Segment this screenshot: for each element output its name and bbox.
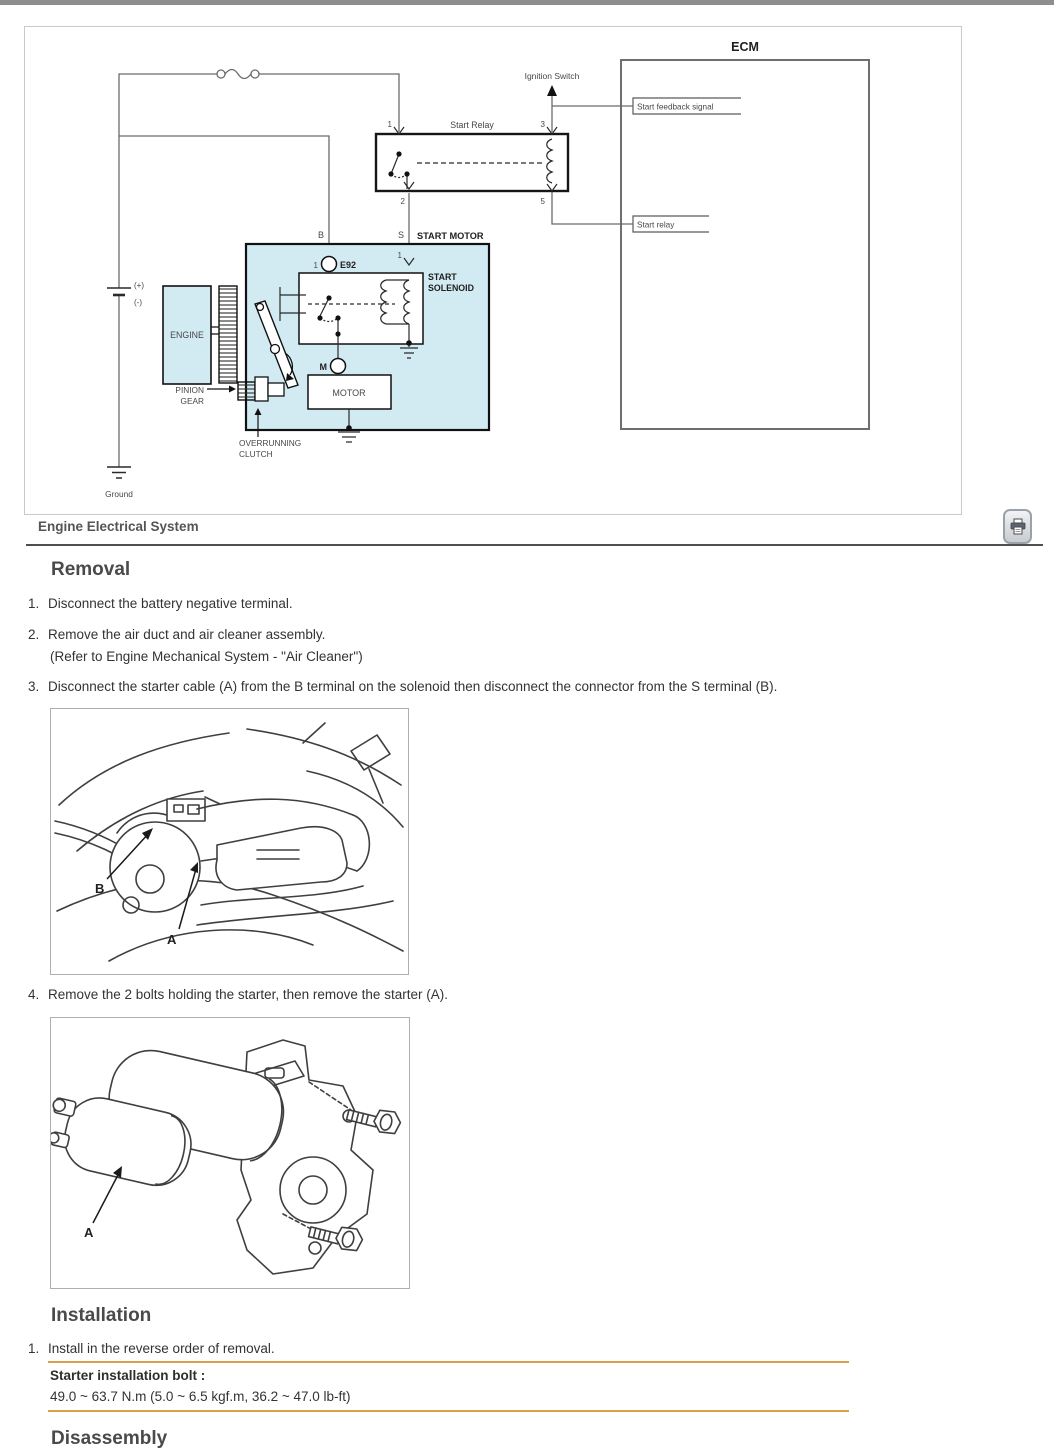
removal-step-3 bbox=[28, 679, 1023, 694]
step-number: 2. bbox=[28, 627, 40, 642]
spec-title: Starter installation bolt : bbox=[50, 1368, 206, 1383]
svg-text:GEAR: GEAR bbox=[180, 396, 204, 406]
installation-step-1 bbox=[28, 1341, 1023, 1356]
start-relay-box bbox=[376, 120, 568, 206]
svg-text:CLUTCH: CLUTCH bbox=[239, 449, 273, 459]
removal-heading: Removal bbox=[51, 559, 131, 580]
svg-text:B: B bbox=[317, 230, 325, 240]
svg-text:SOLENOID: SOLENOID bbox=[428, 283, 474, 293]
section-bar-title: Engine Electrical System bbox=[38, 519, 199, 534]
starter-cable-illustration bbox=[51, 709, 408, 974]
step-text: Remove the 2 bolts holding the starter, then remove the starter (A). bbox=[48, 987, 448, 1002]
svg-text:PINION: PINION bbox=[175, 385, 204, 395]
figure-starter-cable bbox=[50, 708, 409, 975]
top-border-band bbox=[0, 0, 1054, 5]
torque-spec-block bbox=[48, 1361, 849, 1412]
ground-icon bbox=[105, 467, 133, 499]
svg-text:1: 1 bbox=[387, 120, 392, 129]
fuse-icon bbox=[251, 70, 259, 78]
step-number: 1. bbox=[28, 1341, 40, 1356]
removal-step-1 bbox=[28, 596, 1023, 611]
svg-text:5: 5 bbox=[540, 197, 545, 206]
section-divider bbox=[26, 544, 1043, 546]
step-number: 1. bbox=[28, 596, 40, 611]
pinion-gear-icon bbox=[238, 382, 255, 400]
svg-text:M: M bbox=[319, 362, 327, 372]
e92-connector-icon bbox=[322, 257, 337, 272]
svg-text:1: 1 bbox=[397, 251, 402, 260]
svg-text:ECM: ECM bbox=[731, 40, 759, 54]
svg-text:ENGINE: ENGINE bbox=[170, 330, 204, 340]
starter-removal-illustration bbox=[51, 1018, 409, 1288]
removal-step-2-note: (Refer to Engine Mechanical System - "Air Cleaner") bbox=[50, 649, 363, 664]
callout-b-label: B bbox=[95, 881, 105, 896]
svg-text:1: 1 bbox=[313, 261, 318, 270]
svg-text:Start feedback signal: Start feedback signal bbox=[637, 102, 714, 112]
start-motor-box bbox=[246, 230, 489, 442]
svg-text:3: 3 bbox=[540, 120, 545, 129]
step-number: 3. bbox=[28, 679, 40, 694]
installation-heading: Installation bbox=[51, 1305, 152, 1326]
step-text: Disconnect the battery negative terminal. bbox=[48, 596, 293, 611]
svg-text:S: S bbox=[397, 230, 405, 240]
ecm-box bbox=[621, 40, 869, 429]
printer-icon bbox=[1009, 518, 1027, 536]
starter-circuit-diagram bbox=[24, 26, 962, 515]
svg-text:OVERRUNNING: OVERRUNNING bbox=[239, 438, 302, 448]
disassembly-heading: Disassembly bbox=[51, 1428, 168, 1449]
step-text: Disconnect the starter cable (A) from the B terminal on the solenoid then disconnect the connector from the S terminal (B). bbox=[48, 679, 778, 694]
svg-text:Ignition Switch: Ignition Switch bbox=[524, 71, 580, 81]
ring-gear-icon bbox=[219, 286, 237, 383]
ignition-switch-arrow-icon bbox=[525, 71, 580, 96]
svg-text:Start Relay: Start Relay bbox=[450, 120, 494, 130]
circuit-svg bbox=[25, 27, 961, 514]
m-terminal-icon bbox=[331, 359, 346, 374]
svg-text:2: 2 bbox=[400, 197, 405, 206]
figure-callouts bbox=[84, 1166, 122, 1240]
battery-icon bbox=[107, 281, 144, 307]
spec-value: 49.0 ~ 63.7 N.m (5.0 ~ 6.5 kgf.m, 36.2 ~ 47.0 lb-ft) bbox=[50, 1389, 351, 1404]
callout-a-label: A bbox=[84, 1225, 94, 1240]
svg-text:START: START bbox=[428, 272, 457, 282]
svg-text:(+): (+) bbox=[134, 281, 144, 290]
svg-text:MOTOR: MOTOR bbox=[332, 388, 366, 398]
step-number: 4. bbox=[28, 987, 40, 1002]
print-button[interactable] bbox=[1003, 509, 1032, 544]
figure-starter-removal bbox=[50, 1017, 410, 1289]
svg-text:START MOTOR: START MOTOR bbox=[417, 231, 484, 241]
fuse-icon bbox=[217, 70, 225, 78]
step-text: Install in the reverse order of removal. bbox=[48, 1341, 275, 1356]
removal-step-2 bbox=[28, 627, 1023, 642]
step-text: Remove the air duct and air cleaner assembly. bbox=[48, 627, 326, 642]
removal-step-4 bbox=[28, 987, 1023, 1002]
svg-text:Ground: Ground bbox=[105, 489, 133, 499]
svg-text:(-): (-) bbox=[134, 298, 142, 307]
svg-text:Start relay: Start relay bbox=[637, 220, 675, 230]
callout-a-label: A bbox=[167, 932, 177, 947]
svg-text:E92: E92 bbox=[340, 260, 357, 270]
